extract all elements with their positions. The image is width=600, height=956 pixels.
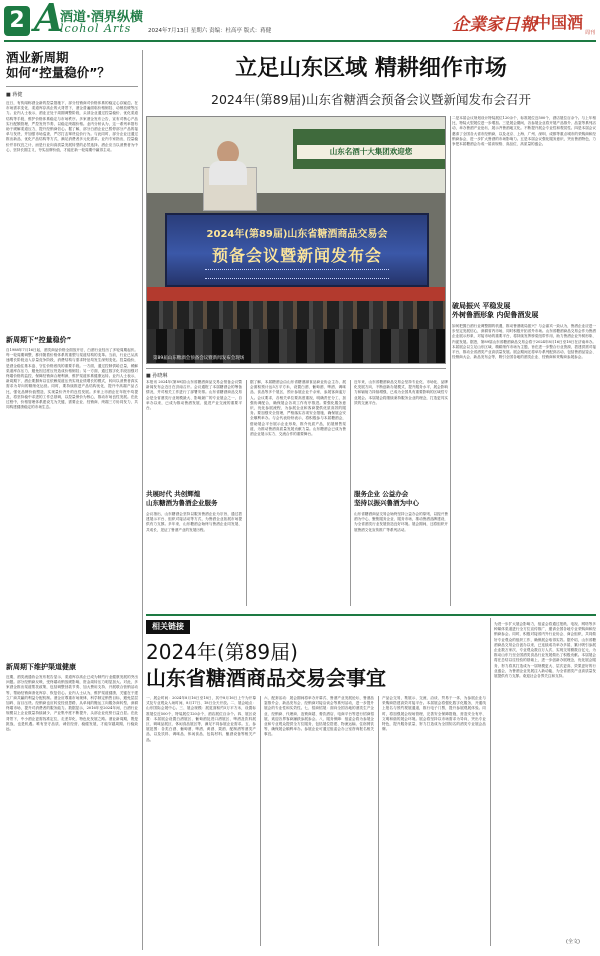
column-divider-left [142, 50, 143, 950]
section-c-title: 破局振兴 平稳发展 外树鲁酒形象 内促鲁酒发展 [452, 302, 539, 319]
left-body-3: 近期，酒类流通协会发布报告显示，渠道库存高企已成为制约行业健康发展的突出问题。部分经销商反映，受终端动销放缓影响，资金周转压力明显加大。对此，多家酒企推出渠道帮扶政策，包括调整回款节奏、加大费用支持、开展联合营销活动等，帮助经销商消化库存、恢复信心。业内人士认为，维护渠道健康，关键在于建立厂商共赢的利益分配机制。酒企应尊重市场规律，科学制定销售目标，避免层层加码、盲目压货。经销商也应转变经营思路，从单纯的搬运工向服务商转型，深耕终端市场，提升对消费者的服务能力。数据显示，2016年至2024年间，白酒行业规模以上企业数量持续减少，产业集中度不断提升，头部企业优势日益凸显。在此背景下，中小酒企更需找准定位，走差异化、特色化发展之路。酒业新周期，既是挑战，也是机遇。唯有坚守品质、诚信经营、稳健发展，才能穿越周期，行稳致远。 [6, 675, 138, 732]
stage-table [147, 287, 446, 301]
stage-screen [165, 213, 429, 287]
main-body-col2: 据了解，本届糖酒会由山东省糖酒副食品商业协会主办，展会面积预计达5万平方米，设置白酒、葡萄酒、啤酒、调味品、食品等多个展区，预计参展企业千余家，参展客商逾万人。会议要求，各相关单位要高度重视，明确责任分工，加强协调配合，确保展会各项工作有序推进。要强化服务意识，优化参展流程，为参展企业和客商提供优质高效的服务。要加强安全管理，严格落实各项安全措施，确保展会安全顺利举办。与会代表纷纷表示，将积极参与本届糖酒会，借助展会平台展示企业形象，推介优质产品，拓展销售渠道，为推动鲁酒高质量发展贡献力量。山东糖酒会已成为鲁酒企业展示实力、交流合作的重要舞台。 [250, 380, 346, 437]
photo-bottom-rule [146, 368, 446, 369]
main-body-right-top: 二是本届会议规划设计特装展位120余个，标准展位近500个，酒店展位百余个。与上年相比，特装大型展位进一步增加。三是展会期间，各参展企业将开展产品推介、品鉴等系列活动，举办鲁酒产业论坛，展示齐鲁酒地文化。不断提升展会专业性和观赏性。四是本届会议邀请了全国各大省市经销商，以及北京、上海、广州、深圳、成都等重点城市的采购商和经销商参会，进一步扩大鲁酒的市场影响力。五是本届会议强化服务意识，突出鲁酒特色，力争把本届糖酒会办成一届高规格、高品位、高质量的盛会。 [452, 116, 596, 147]
stage-screen-sublines [205, 269, 389, 279]
related-body-3: 产品会交易，集展示、交流、洽谈、贸易于一体，为参展企业与采购商搭建高效对接平台。本届展会将强化数字化服务，开通线上报名与预约观展通道，推行电子门票，提升参展观展体验。同时，将加强展会现场管理，完善安全保障措施，营造安全有序、文明和谐的展会环境。展会将坚持以市场需求为导向，突出专业特色，提升服务质量，努力打造成为全国知名的酒类专业展会品牌。 [382, 696, 486, 732]
related-tag: 相关链接 [146, 620, 190, 634]
left-body-2: 自1988年7月16日起，酒类商品价格全面放开后，白酒行业经历了多轮周期起伏。每一轮周期调整，都伴随着价格体系的重塑与渠道结构的变革。当前，行业已从高速增长阶段迈入存量竞争阶段，消费结构与需求特征均发生深刻变化。控量稳价，是酒企稳住基本盘、守住价格底线的重要手段。一方面，通过控制供给总量，缓解渠道库存压力，避免因过度压货造成价格倒挂；另一方面，通过数字化手段加强对终端价格的监控，保障经销商合理利润，维护渠道体系健康运转。业内人士表示，新周期下，酒企要摒弃以往依赖渠道压货实现业绩增长的模式，转向以消费者真实需求为导向的精细化运营。同时，要持续推进产品结构优化，提升中高端产品占比，强化品牌价值塑造，实现量价齐升的良性发展。多家上市酒企在年报中均提及，将坚持稳中求进的工作总基调，以控量保价为核心，推动市场良性发展。在此过程中，价格管理体系建设尤为关键，需要企业、经销商、终端三方协同发力，共同构建健康稳定的市场生态。 [6, 348, 138, 410]
page-header [0, 0, 600, 44]
section-b-title: 服务企业 公益办会 坚持以振兴鲁酒为中心 [354, 490, 419, 507]
left-headline: 酒业新周期 如何“控量稳价”？ [6, 50, 110, 80]
related-headline-1: 2024年(第89届) [146, 640, 298, 664]
section-a-title: 共展时代 共创辉煌 山东糖酒为鲁酒企业服务 [146, 490, 218, 507]
left-section1-title: 新周期下“控量稳价” [6, 336, 72, 344]
left-body-1: 近日，有传闻称酒企新的控量措施下，部分经销商对价格体系的稳定心存疑虑。在市场需求变化、渠道库存高企的大背景下，酒企普遍面临价格倒挂、动销放缓等压力。业内人士表示，酒业正处于周期调整阶段，头部企业通过控量稳价、优化渠道结构等手段，维护价格体系稳定与市场秩序。多家酒企发布公告，宣布对核心产品实行配额管理，严控发货节奏，以稳定终端价格。业内分析认为，这一系列举措有助于缓解渠道压力，提升经销商信心。据了解，部分白酒企业已暂停部分产品的接单与发货，并加强市场巡查，严厉打击窜货乱价行为。与此同时，部分企业还通过推出新品、优化产品结构等方式，满足消费者多元化需求。业内专家指出，控量稳价并非权宜之计，而是行业向高质量发展转型的必然选择。酒企应当以消费者为中心，坚持长期主义，夯实品牌价值，才能在新一轮周期中赢得主动。 [6, 101, 138, 152]
related-top-rule [146, 614, 596, 616]
main-body-col1: 本报讯 2024年(第89届)山东省糖酒商品交易会预备会议暨新闻发布会近日在济南召开。会议通报了本届糖酒会的筹备情况，并对相关工作进行了部署安排。山东省糖酒商品交易会是全省酒类行业规模最大、影响最广的专业展会之一，自举办以来，已成为推动鲁酒发展、促进产业交流的重要平台。 [146, 380, 242, 411]
photo-banner: 山东名酒十大集团欢迎您 [297, 145, 445, 159]
related-body-4: 为进一步扩大展会影响力，组委会将通过报纸、电视、网络等多种媒体渠道进行全方位宣传推广，邀请全国各地专业采购商和经销商参会。同时，积极对接省内外行业协会、商会组织，共同做好专业观众的组织工作，确保展会取得实效。据介绍，山东省糖酒商品交易会自创办以来，已连续成功举办多届，累计吸引参展企业数万家次，专业观众数百万人次，实现交易额数百亿元，为推动山东乃至全国酒类食品行业发展做出了积极贡献。本届展会将在总结以往经验的基础上，进一步创新办展理念，优化展会服务，努力将其打造成为一届规模更大、层次更高、效果更好的行业盛会，为鲁酒企业发展注入新动能，为全省酒类产业高质量发展提供有力支撑。欢迎社会各界关注和支持。 [494, 622, 596, 679]
masthead-sub: 周刊 [585, 30, 596, 36]
dateline: 2024年7月13日 星期六 责编：杜高亭 版式：蒋健 [148, 28, 272, 34]
related-body-1: 一、展会时间：2024年8月16日至18日，其中8月16日上午为开幕式及专业观众入场时间，8月17日、18日全天开放。二、展会地点：山东国际会展中心。三、展会规模：展览面积约5万平方米，设置标准展位近500个，特装展位120余个，酒店展位百余个。四、展区设置：本届展会设置白酒展区、葡萄酒及进口酒展区、啤酒及饮料展区、调味品展区、休闲食品展区等，满足不同参展企业需求。五、参展范围：各类白酒、葡萄酒、啤酒、黄酒、果酒、配制酒等酒类产品，以及饮料、调味品、休闲食品、包装材料、酿酒设备等相关产品。 [146, 696, 256, 742]
brand-letter: A [34, 0, 64, 40]
related-section [146, 618, 596, 950]
main-byline: ■ 孙晓琳 [146, 373, 168, 379]
stage-title-line1: 2024年(第89届)山东省糖酒商品交易会 [206, 229, 388, 240]
main-body-col1b: 会议指出，山东糖酒会坚持以服务鲁酒企业为宗旨，通过搭建展示平台、组织对接活动等方式，为鲁酒企业拓展市场提供有力支撑。多年来，山东糖酒会始终与鲁酒企业同发展、共成长，见证了鲁酒产业的发展历程。 [146, 512, 242, 532]
main-body-right-mid: 如何把握白酒行业调整期的机遇，推动鲁酒破局振兴？与会嘉宾一致认为，鲁酒企业应进一步坚定发展信心，深耕省内市场，同时积极开拓省外市场。山东省糖酒商品交易会作为鲁酒企业展示形象、对接市场的重要平台，将持续发挥桥梁纽带作用，助力鲁酒企业外树形象、内促发展。据悉，第89届山东省糖酒商品交易会将于2024年8月16日至18日在济南举办。本届展会以立足山东区域、精耕细作市场为主题，旨在进一步整合行业资源，搭建供需对接平台，推动全省酒类产业高质量发展。展会期间还将举办系列配套活动，包括鲁酒品鉴会、经销商大会、新品发布会等，吸引全国各地的酒类企业、经销商和采购商参展参会。 [452, 324, 596, 360]
main-subheadline: 2024年(第89届)山东省糖酒会预备会议暨新闻发布会召开 [211, 92, 531, 107]
left-byline: ■ 蒋健 [6, 92, 23, 98]
header-rule [4, 40, 596, 42]
photo-caption: 第89届山东糖酒会预备会议暨新闻发布会现场 [153, 356, 245, 361]
stage-title-line2: 预备会议暨新闻发布会 [211, 246, 382, 265]
section-title-en: lcohol Arts [60, 22, 132, 35]
masthead-liquor: 中国酒 [535, 13, 584, 32]
event-photo [146, 116, 446, 364]
related-end-note: (全文) [566, 939, 580, 945]
main-headline: 立足山东区域 精耕细作市场 [235, 56, 507, 81]
section-title: 酒道·酒界纵横 [60, 10, 143, 25]
main-body-col3b: 山东省糖酒商品交易会始终坚持公益办会的原则，以振兴鲁酒为中心，聚焦服务企业、服务市场，推动鲁酒品牌建设，为全省酒类行业发展营造良好环境。展会期间，还将组织开展鲁酒文化宣传推广等系列活动。 [354, 512, 448, 532]
page-number-badge: 2 [4, 6, 30, 36]
main-article [146, 50, 596, 610]
related-headline-2: 山东省糖酒商品交易会事宜 [146, 666, 386, 690]
related-body-2: 六、配套活动：展会期间将举办开幕式、鲁酒产业发展论坛、鲁酒品鉴推介会、新品发布会、经销商对接洽谈会等系列活动，进一步提升展会的专业性和实效性。七、招商招展：面向全国各地的酒类生产企业、经销商、代理商、连锁商超、餐饮酒店、电商平台等进行招商招展，欢迎各界客商踊跃参展参会。八、服务保障：组委会将为参展企业和专业观众提供全方位服务，包括展位搭建、物流运输、住宿餐饮等，确保展会顺利举办。参展企业可通过组委会办公室咨询报名相关事宜。 [264, 696, 374, 737]
speaker-body [209, 161, 247, 185]
main-body-col3a: 近年来，山东省糖酒商品交易会坚持专业化、市场化、品牌化发展方向，不断创新办展模式，提升服务水平，展会影响力和辐射力持续增强，已成为全国具有重要影响的区域性专业展会。本届展会将继续秉持服务企业的理念，打造更具实效的交流平台。 [354, 380, 448, 405]
masthead-logo: 企業家日報 [452, 15, 537, 35]
left-column [6, 50, 138, 950]
left-section2-title: 新周期下维护渠道健康 [6, 663, 76, 671]
